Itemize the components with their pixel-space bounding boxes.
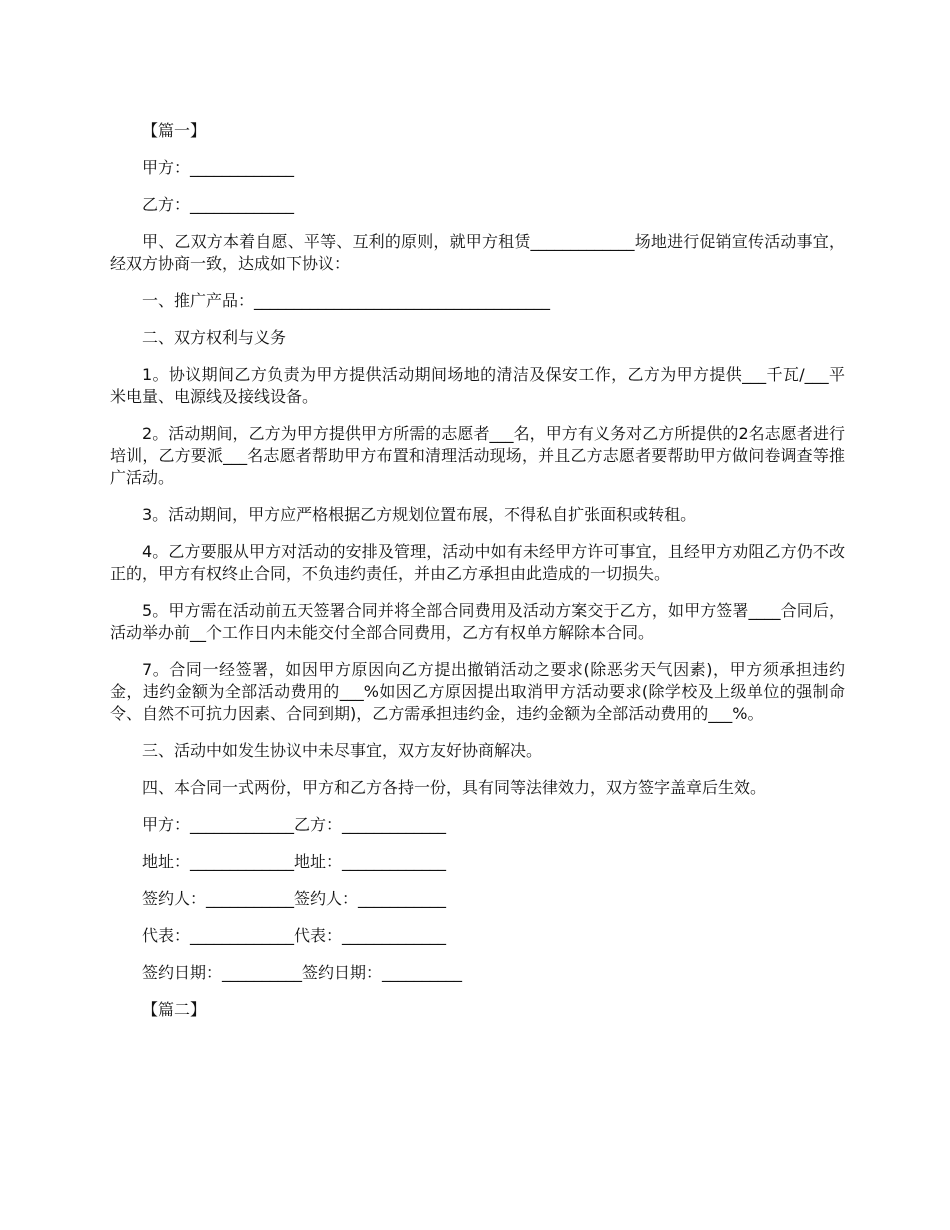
party-a-line: 甲方：_____________ — [142, 158, 295, 177]
clause-5: 5。甲方需在活动前五天签署合同并将全部合同费用及活动方案交于乙方，如甲方签署____合同后，活动举办前__个工作日内未能交付全部合同费用，乙方有权单方解除本合同。 — [110, 601, 845, 642]
signature-party-row: 甲方：_____________乙方：_____________ — [142, 815, 447, 834]
unresolved-matters-paragraph: 三、活动中如发生协议中未尽事宜，双方友好协商解决。 — [142, 741, 543, 760]
promoted-product-line: 一、推广产品：_____________________________________ — [142, 291, 551, 310]
clause-4: 4。乙方要服从甲方对活动的安排及管理，活动中如有未经甲方许可事宜，且经甲方劝阻乙方仍不改正的，甲方有权终止合同，不负违约责任，并由乙方承担由此造成的一切损失。 — [110, 542, 845, 583]
clause-7: 7。合同一经签署，如因甲方原因向乙方提出撤销活动之要求(除恶劣天气因素)，甲方须承担违约金，违约金额为全部活动费用的___%如因乙方原因提出取消甲方活动要求(除学校及上级单位的强制命令、自然不可抗力因素、合同到期)，乙方需承担违约金，违约金额为全部活动费用的___%。 — [110, 660, 845, 723]
clause-3: 3。活动期间，甲方应严格根据乙方规划位置布展，不得私自扩张面积或转租。 — [142, 505, 697, 524]
signature-signer-row: 签约人：___________签约人：___________ — [142, 889, 447, 908]
intro-paragraph: 甲、乙双方本着自愿、平等、互利的原则，就甲方租赁_____________场地进行促销宣传活动事宜，经双方协商一致，达成如下协议： — [110, 232, 845, 273]
party-b-line: 乙方：_____________ — [142, 195, 295, 214]
rights-obligations-heading: 二、双方权利与义务 — [142, 328, 287, 347]
copies-validity-paragraph: 四、本合同一式两份，甲方和乙方各持一份，具有同等法律效力，双方签字盖章后生效。 — [142, 778, 767, 797]
signature-address-row: 地址：_____________地址：_____________ — [142, 852, 447, 871]
clause-2: 2。活动期间，乙方为甲方提供甲方所需的志愿者___名，甲方有义务对乙方所提供的2名志愿者进行培训，乙方要派___名志愿者帮助甲方布置和清理活动现场，并且乙方志愿者要帮助甲方做问卷调查等推广活动。 — [110, 424, 845, 487]
contract-document — [110, 120, 845, 1036]
clause-1: 1。协议期间乙方负责为甲方提供活动期间场地的清洁及保安工作，乙方为甲方提供___千瓦/___平米电量、电源线及接线设备。 — [110, 365, 845, 406]
signature-date-row: 签约日期：__________签约日期：__________ — [142, 963, 463, 982]
section-two-title: 【篇二】 — [142, 1000, 207, 1019]
signature-representative-row: 代表：_____________代表：_____________ — [142, 926, 447, 945]
section-one-title: 【篇一】 — [142, 121, 207, 140]
